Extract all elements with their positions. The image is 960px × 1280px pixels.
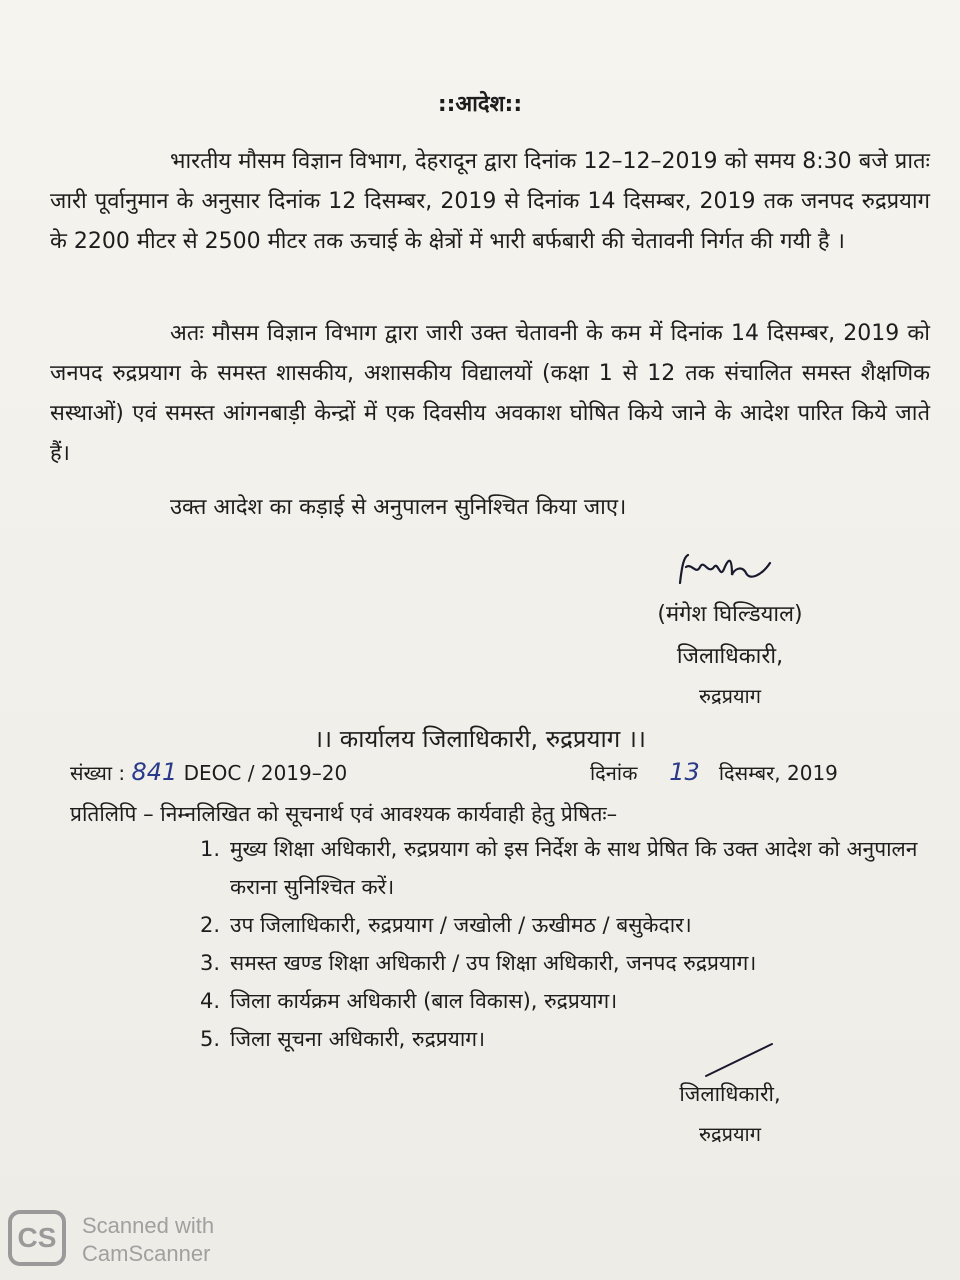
list-number: 1. [200, 837, 221, 861]
watermark-text [82, 1212, 214, 1268]
reference-number [70, 758, 347, 786]
number-suffix: DEOC / 2019–20 [183, 761, 348, 785]
list-text: जिला कार्यक्रम अधिकारी (बाल विकास), रुद्रप्रयाग। [230, 989, 618, 1013]
watermark-line1: Scanned with [82, 1213, 215, 1238]
list-item [200, 1020, 940, 1058]
camscanner-watermark [8, 1210, 268, 1270]
watermark-line2: CamScanner [82, 1241, 211, 1266]
footer-designation: जिलाधिकारी, [679, 1082, 781, 1106]
camscanner-logo-icon: CS [8, 1210, 66, 1266]
date-value: 13 [669, 758, 700, 786]
list-item [200, 830, 940, 906]
paragraph-holiday-order: अतः मौसम विज्ञान विभाग द्वारा जारी उक्त चेतावनी के कम में दिनांक 14 दिसम्बर, 2019 को जनपद रुद्रप्रयाग के समस्त शासकीय, अशासकीय विद्यालयों (कक्षा 1 से 12 तक संचालित समस्त शैक्षणिक सस्थाओं) एवं समस्त आंगनबाड़ी केन्द्रों में एक दिवसीय अवकाश घोषित किये जाने के आदेश पारित किये जाते हैं। [50, 321, 930, 466]
list-number: 2. [200, 913, 221, 937]
office-line: ।। कार्यालय जिलाधिकारी, रुद्रप्रयाग ।। [313, 725, 647, 753]
list-item [200, 906, 940, 944]
signatory-name: (मंगेश घिल्डियाल) [657, 602, 803, 627]
signatory-designation: जिलाधिकारी, [676, 644, 784, 669]
list-item [200, 982, 940, 1020]
list-number: 4. [200, 989, 221, 1013]
list-text: उप जिलाधिकारी, रुद्रप्रयाग / जखोली / ऊखीमठ / बसुकेदार। [230, 913, 692, 937]
signatory-place: रुद्रप्रयाग [699, 684, 761, 708]
number-label: संख्या : [70, 761, 126, 785]
footer-place: रुद्रप्रयाग [699, 1122, 761, 1146]
list-number: 5. [200, 1027, 221, 1051]
list-text: समस्त खण्ड शिक्षा अधिकारी / उप शिक्षा अधिकारी, जनपद रुद्रप्रयाग। [230, 951, 757, 975]
copy-list [200, 830, 940, 1058]
date-suffix: दिसम्बर, 2019 [718, 761, 838, 785]
initial-mark-icon [700, 1040, 780, 1080]
list-number: 3. [200, 951, 221, 975]
signature-icon [670, 545, 780, 595]
paragraph-forecast: भारतीय मौसम विज्ञान विभाग, देहरादून द्वारा दिनांक 12–12–2019 को समय 8:30 बजे प्रातः जारी पूर्वानुमान के अनुसार दिनांक 12 दिसम्बर, 2019 से दिनांक 14 दिसम्बर, 2019 तक जनपद रुद्रप्रयाग के 2200 मीटर से 2500 मीटर तक ऊचाई के क्षेत्रों में भारी बर्फबारी की चेतावनी निर्गत की गयी है । [50, 149, 930, 254]
number-value: 841 [131, 758, 178, 786]
paragraph-compliance: उक्त आदेश का कड़ाई से अनुपालन सुनिश्चित किया जाए। [170, 495, 627, 520]
copy-intro: प्रतिलिपि – निम्नलिखित को सूचनार्थ एवं आवश्यक कार्यवाही हेतु प्रेषितः– [70, 802, 618, 826]
reference-date [590, 758, 838, 786]
order-title: ::आदेश:: [437, 92, 523, 117]
list-item [200, 944, 940, 982]
list-text: मुख्य शिक्षा अधिकारी, रुद्रप्रयाग को इस निर्देश के साथ प्रेषित कि उक्त आदेश को अनुपालन कराना सुनिश्चित करें। [230, 837, 918, 899]
date-label: दिनांक [590, 761, 638, 785]
list-text: जिला सूचना अधिकारी, रुद्रप्रयाग। [230, 1027, 486, 1051]
